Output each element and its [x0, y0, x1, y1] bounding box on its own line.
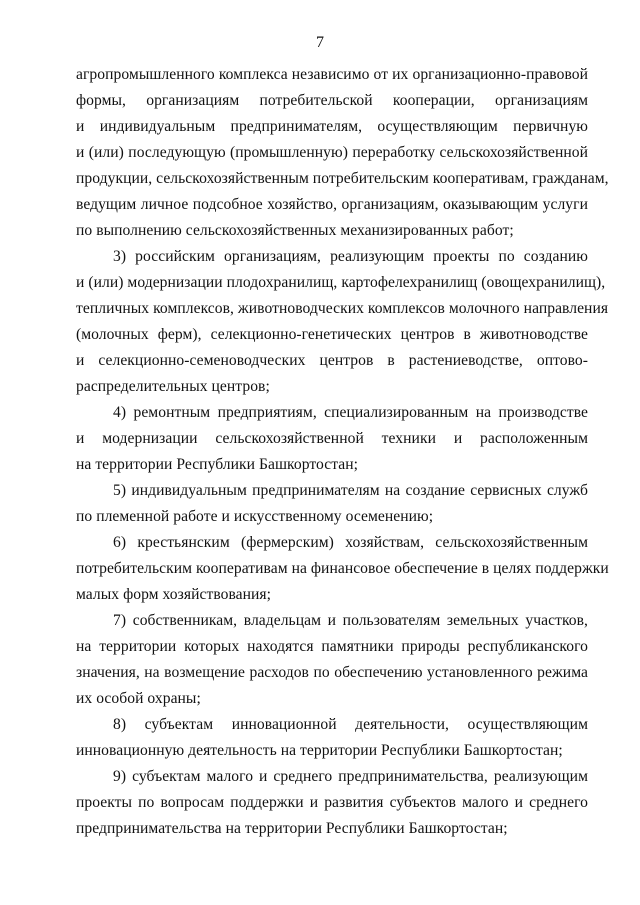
text-line: предпринимательства на территории Республики Башкортостан; [76, 820, 508, 837]
text-line: и селекционно-семеноводческих центров в растениеводстве, оптово- [76, 352, 588, 369]
text-line: по выполнению сельскохозяйственных механизированных работ; [76, 222, 514, 239]
text-line: инновационную деятельность на территории Республики Башкортостан; [76, 742, 563, 759]
text-line: 8) субъектам инновационной деятельности, осуществляющим [113, 716, 588, 733]
paragraph-continuation [76, 62, 609, 244]
text-line: формы, организациям потребительской кооперации, организациям [76, 92, 588, 109]
text-line: и индивидуальным предпринимателям, осуществляющим первичную [76, 118, 588, 135]
text-line: на территории которых находятся памятники природы республиканского [76, 638, 588, 655]
text-line: по племенной работе и искусственному осеменению; [76, 508, 434, 525]
text-line: и (или) модернизации плодохранилищ, картофелехранилищ (овощехранилищ), [76, 274, 606, 291]
text-line: значения, на возмещение расходов по обеспечению установленного режима [76, 664, 588, 681]
list-item-6 [76, 530, 609, 608]
list-item-4 [76, 400, 588, 478]
text-line: 9) субъектам малого и среднего предпринимательства, реализующим [113, 768, 588, 785]
text-line: 3) российским организациям, реализующим проекты по созданию [113, 248, 588, 265]
text-line: 4) ремонтным предприятиям, специализированным на производстве [113, 404, 588, 421]
text-line: 5) индивидуальным предпринимателям на создание сервисных служб [113, 482, 588, 499]
text-line: тепличных комплексов, животноводческих комплексов молочного направления [76, 300, 609, 317]
text-line: продукции, сельскохозяйственным потребительским кооперативам, гражданам, [76, 170, 609, 187]
list-item-9 [76, 764, 588, 842]
list-item-8 [76, 712, 588, 764]
list-item-5 [76, 478, 588, 530]
text-line: распределительных центров; [76, 378, 270, 395]
text-line: малых форм хозяйствования; [76, 586, 272, 603]
text-line: их особой охраны; [76, 690, 201, 707]
list-item-3 [76, 244, 609, 400]
text-line: ведущим личное подсобное хозяйство, организациям, оказывающим услуги [76, 196, 588, 213]
text-line: агропромышленного комплекса независимо от их организационно-правовой [76, 66, 588, 83]
text-line: 7) собственникам, владельцам и пользователям земельных участков, [113, 612, 588, 629]
text-line: 6) крестьянским (фермерским) хозяйствам, сельскохозяйственным [113, 534, 588, 551]
text-line: на территории Республики Башкортостан; [76, 456, 359, 473]
text-line: (молочных ферм), селекционно-генетических центров в животноводстве [76, 326, 588, 343]
text-line: и (или) последующую (промышленную) переработку сельскохозяйственной [76, 144, 588, 161]
text-line: и модернизации сельскохозяйственной техники и расположенным [76, 430, 588, 447]
document-body [76, 62, 609, 842]
list-item-7 [76, 608, 588, 712]
page-number: 7 [316, 34, 324, 51]
text-line: потребительским кооперативам на финансовое обеспечение в целях поддержки [76, 560, 609, 577]
text-line: проекты по вопросам поддержки и развития субъектов малого и среднего [76, 794, 588, 811]
